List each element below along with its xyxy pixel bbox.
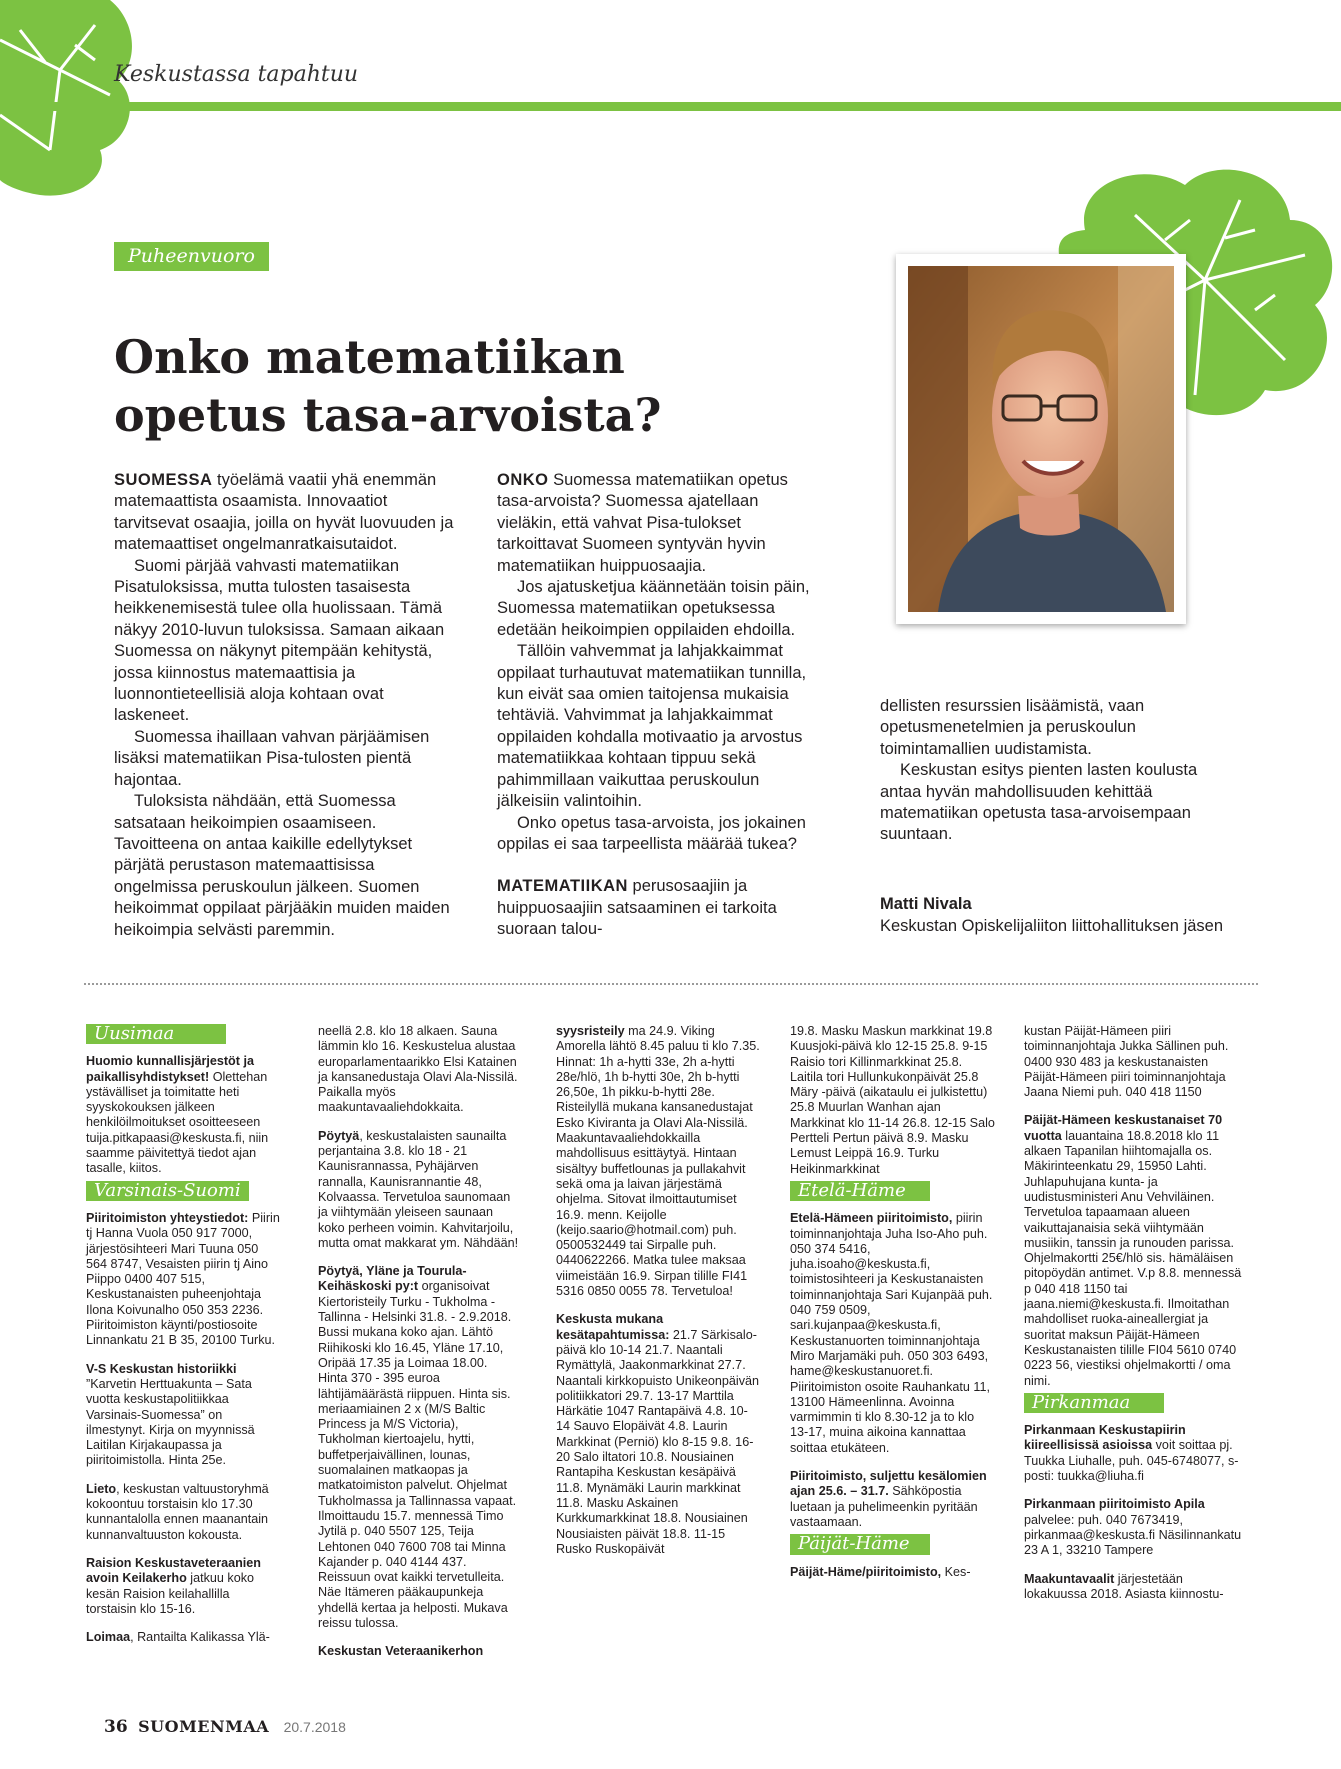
event-item bbox=[790, 1211, 995, 1456]
event-title: syysristeily bbox=[556, 1024, 625, 1038]
event-title: Keskustan Veteraanikerhon bbox=[318, 1644, 484, 1659]
event-title: Pöytyä bbox=[318, 1128, 360, 1143]
paragraph-text: Keskustan esitys pienten lasten koulusta antaa hyvän mahdollisuuden kehittää matematiikan opetusta tasa-arvoisempaan suuntaan. bbox=[880, 761, 1198, 844]
headline-line-1: Onko matematiikan bbox=[114, 330, 625, 384]
events-column-5 bbox=[1024, 1024, 1242, 1615]
paragraph-text: perusosaajiin ja huippuosaajiin satsaaminen ei tarkoita suoraan talou- bbox=[497, 877, 777, 939]
event-item bbox=[1024, 1423, 1242, 1484]
article-column-1 bbox=[114, 470, 454, 941]
event-title: Piiritoimiston yhteystiedot: bbox=[86, 1210, 249, 1225]
event-text: palvelee: puh. 040 7673419, pirkanmaa@keskusta.fi Näsilinnankatu 23 A 1, 33210 Tampere bbox=[1024, 1512, 1242, 1558]
issue-date: 20.7.2018 bbox=[283, 1719, 346, 1735]
paragraph-text: Tuloksista nähdään, että Suomessa satsataan heikoimpien osaamiseen. Tavoitteena on antaa kaikille edellytykset pärjätä perustason matemaattisissa ongelmissa peruskoulun jälkeen. Suomen heikoimmat oppilaat pärjääkin muiden maiden heikoimpia selvästi paremmin. bbox=[114, 792, 450, 939]
event-text: lauantaina 18.8.2018 klo 11 alkaen Tapanilan hiihtomajalla os. Mäkirinteenkatu 29, 15950 Lahti. Juhlapuhujana kunta- ja uudistusministeri Anu Vehviläinen. Tervetuloa tapaamaan alueen vaikuttajanaisia sekä viihtymään musiikin, tanssin ja runouden parissa. Ohjelmakortti 25€/hlö sis. hämäläisen pitopöydän antimet. V.p 8.8. mennessä p 040 418 1150 tai jaana.niemi@keskusta.fi. Ilmoitathan mahdolliset ruoka-aineallergiat ja suoritat maksun Päijät-Hämeen Keskustanaisten tilille FI04 5610 0740 0223 56, viestiksi ohjelmakortti / oma nimi. bbox=[1024, 1128, 1242, 1388]
event-title: Maakuntavaalit bbox=[1024, 1571, 1115, 1586]
article-paragraph bbox=[880, 760, 1208, 846]
event-item bbox=[790, 1024, 995, 1177]
event-item bbox=[86, 1630, 282, 1645]
event-item bbox=[318, 1264, 520, 1631]
region-heading: Varsinais-Suomi bbox=[86, 1181, 249, 1201]
event-text: , Rantailta Kalikassa Ylä- bbox=[130, 1630, 270, 1645]
article-paragraph bbox=[114, 470, 454, 556]
region-heading: Päijät-Häme bbox=[790, 1534, 930, 1554]
article-column-3 bbox=[880, 696, 1208, 846]
event-title: Etelä-Hämeen piiritoimisto, bbox=[790, 1211, 953, 1226]
article-paragraph bbox=[114, 727, 454, 791]
event-title: Piiritoimisto, suljettu kesälomien ajan 25.6. – 31.7. bbox=[790, 1469, 987, 1499]
event-item bbox=[1024, 1113, 1242, 1388]
event-title: Pirkanmaan piiritoimisto Apila bbox=[1024, 1497, 1205, 1512]
header-bar bbox=[0, 102, 1341, 111]
paragraph-text: Suomi pärjää vahvasti matematiikan Pisatuloksissa, mutta tulosten tasaisesta heikkenemisestä tulee olla huolissaan. Tämä näkyy 2010-luvun tuloksissa. Samaan aikaan Suomessa on näkynyt pitempään kehitystä, jossa kiinnostus matemaattisia ja luonnontieteellisiä aloja kohtaan ovat laskeneet. bbox=[114, 556, 445, 725]
event-text: organisoivat Kiertoristeily Turku - Tukholma - Tallinna - Helsinki 31.8. - 2.9.2018. Bussi mukana koko ajan. Lähtö Riihikoski klo 16.45, Yläne 17.10, Oripää 17.35 ja Loimaa 18.00. Hinta 370 - 395 euroa lähtijämäärästä riippuen. Hinta sis. meriaamiainen 2 x (M/S Baltic Princess ja M/S Victoria), Tukholman kiertoajelu, hytti, buffetperjaivällinen, lounas, suomalainen matkaopas ja matkatoimiston palvelut. Ohjelmat Tukholmassa ja Tallinnassa vapaat. Ilmoittaudu 15.7. mennessä Timo Jytilä p. 040 5507 125, Teija Lehtonen 040 7600 708 tai Minna Kajander p. 040 4144 437. Reissuun ovat kaikki tervetulleita. Näe Itämeren pääkaupunkeja yhdellä kertaa ja helposti. Mukava reissu tulossa. bbox=[318, 1279, 517, 1630]
article-paragraph bbox=[497, 577, 819, 641]
article-column-2 bbox=[497, 470, 819, 941]
paragraph-text: Jos ajatusketjua käännetään toisin päin, Suomessa matematiikan opetuksessa edetään heikoimpien oppilaiden ehdoilla. bbox=[497, 578, 810, 639]
headline-line-2: opetus tasa-arvoista? bbox=[114, 388, 662, 442]
page-footer bbox=[104, 1717, 346, 1737]
article-headline bbox=[114, 328, 661, 444]
event-item bbox=[86, 1556, 282, 1617]
article-paragraph bbox=[880, 696, 1208, 760]
author-name: Matti Nivala bbox=[880, 895, 972, 913]
region-heading: Etelä-Häme bbox=[790, 1181, 930, 1201]
section-label: Keskustassa tapahtuu bbox=[114, 62, 359, 87]
event-title: Pöytyä, Yläne ja Tourula-Keihäskoski py:t bbox=[318, 1264, 467, 1294]
event-title: Päijät-Häme/piiritoimisto, bbox=[790, 1564, 942, 1579]
event-text: Olettehan ystävälliset ja toimitatte heti syyskokouksen jälkeen henkilöilmoitukset osoitteeseen tuija.pitkapaasi@keskusta.fi, niin saamme päivitettyä tiedot ajan tasalle, kiitos. bbox=[86, 1069, 269, 1176]
event-item bbox=[790, 1565, 995, 1580]
event-item bbox=[318, 1644, 520, 1659]
author-photo bbox=[908, 266, 1174, 612]
article-paragraph bbox=[497, 813, 819, 856]
events-column-4 bbox=[790, 1024, 995, 1593]
event-title: Päijät-Hämeen keskustanaiset 70 vuotta bbox=[1024, 1113, 1223, 1143]
event-item bbox=[86, 1054, 282, 1176]
paragraph-lead: SUOMESSA bbox=[114, 471, 213, 489]
paragraph-text: Suomessa matematiikan opetus tasa-arvoista? Suomessa ajatellaan vieläkin, että vahvat Pisa-tulokset tarkoittavat Suomeen syntyvän hyvin matematiikan huippuosaajia. bbox=[497, 471, 788, 575]
page-number: 36 bbox=[104, 1717, 128, 1737]
event-text: neellä 2.8. klo 18 alkaen. Sauna lämmin klo 16. Keskustelua alustaa europarlamentaarikko Elsi Katainen ja kansanedustaja Olavi Ala-Nissilä. Paikalla myös maakuntavaaliehdokkaita. bbox=[318, 1024, 518, 1115]
paragraph-text: Onko opetus tasa-arvoista, jos jokainen oppilas ei saa tarpeellista määrää tukea? bbox=[497, 813, 806, 853]
paragraph-lead: ONKO bbox=[497, 471, 549, 489]
paragraph-lead: MATEMATIIKAN bbox=[497, 877, 628, 896]
event-item bbox=[1024, 1572, 1242, 1603]
event-item bbox=[556, 1312, 760, 1557]
paragraph-text: Tällöin vahvemmat ja lahjakkaimmat oppilaat turhautuvat matematiikan tunnilla, kun eivät saa omien taitojensa mukaisia tehtäviä. Vahvimmat ja lahjakkaimmat oppilaiden kohdalla motivaatio ja arvostus matematiikkaa kohtaan tippuu sekä pahimmillaan vaikuttaa peruskoulun jälkeisiin valintoihin. bbox=[497, 642, 807, 811]
event-text: 21.7 Särkisalo-päivä klo 10-14 21.7. Naantali Rymättylä, Jaakonmarkkinat 27.7. Naantali kirkkopuisto Unikeonpäivän politiikkatori 29.7. 13-17 Marttila Härkätie 1047 Rantapäivä 4.8. 10-14 Sauvo Elopäivät 4.8. Laurin Markkinat (Perniö) klo 8-15 9.8. 16-20 Salo iltatori 10.8. Nousiainen Rantapiha Keskustan kesäpäivä 11.8. Mynämäki Laurin markkinat 11.8. Masku Askainen Kurkkumarkkinat 18.8. Nousiainen Nousiaisten päivät 18.8. 11-15 Rusko Ruskopäivät bbox=[556, 1327, 760, 1556]
paragraph-text: työelämä vaatii yhä enemmän matemaattista osaamista. Innovaatiot tarvitsevat osaajia, joilla on hyvät luovuuden ja matemaattiset ongelmanratkaisutaidot. bbox=[114, 471, 454, 554]
author-signature bbox=[880, 893, 1223, 937]
leaf-decoration-top-left bbox=[0, 0, 140, 200]
event-text: 19.8. Masku Maskun markkinat 19.8 Kuusjoki-päivä klo 12-15 25.8. 9-15 Raisio tori Killinmarkkinat 25.8. Laitila tori Hullunkukonpäivät 25.8 Märy -päivä (aikataulu ei julkistettu) 25.8 Muurlan Wanhan ajan Markkinat klo 11-14 26.8. 12-15 Salo Pertteli Pertun päivä 8.9. Masku Lemust Leippä 16.9. Turku Heikinmarkkinat bbox=[790, 1024, 995, 1176]
region-heading: Pirkanmaa bbox=[1024, 1393, 1164, 1413]
event-title: Keskusta mukana kesätapahtumissa: bbox=[556, 1312, 670, 1342]
event-text: ”Karvetin Herttuakunta – Sata vuotta keskustapolitiikkaa Varsinais-Suomessa” on ilmestynyt. Kirja on myynnissä Laitilan Kirjakaupassa ja piiritoimistolla. Hinta 25e. bbox=[86, 1376, 255, 1468]
event-text: Sähköpostia luetaan ja puhelimeenkin pyritään vastaamaan. bbox=[790, 1484, 978, 1529]
author-photo-frame bbox=[896, 254, 1186, 624]
event-text: voit soittaa pj. Tuukka Liuhalle, puh. 045-6748077, s-posti: tuukka@liuha.fi bbox=[1024, 1438, 1239, 1484]
event-text: piirin toiminnanjohtaja Juha Iso-Aho puh. 050 374 5416, juha.isoaho@keskusta.fi, toimistosihteeri ja Keskustanaisten toiminnanjohtaja Sari Kujanpää puh. 040 759 0509, sari.kujanpaa@keskusta.fi, Keskustanuorten toiminnanjohtaja Miro Marjamäki puh. 050 303 6493, hame@keskustanuoret.fi. Piiritoimiston osoite Rauhankatu 11, 13100 Hämeenlinna. Avoinna varmimmin ti klo 8.30-12 ja to klo 13-17, muina aikoina kannattaa soittaa etukäteen. bbox=[790, 1211, 993, 1455]
article-tag: Puheenvuoro bbox=[114, 242, 269, 271]
event-text: , keskustan valtuustoryhmä kokoontuu torstaisin klo 17.30 kunnantalolla ennen maanantain kunnanvaltuuston kokousta. bbox=[86, 1481, 269, 1542]
event-title: V-S Keskustan historiikki bbox=[86, 1361, 237, 1376]
event-text: jatkuu koko kesän Raision keilahallilla torstaisin klo 15-16. bbox=[86, 1571, 255, 1616]
magazine-name: SUOMENMAA bbox=[138, 1717, 270, 1736]
event-item bbox=[86, 1362, 282, 1469]
article-paragraph bbox=[114, 791, 454, 941]
events-column-3 bbox=[556, 1024, 760, 1570]
event-title: Raision Keskustaveteraanien avoin Keilakerho bbox=[86, 1555, 261, 1586]
paragraph-text: dellisten resurssien lisäämistä, vaan opetusmenetelmien ja peruskoulun toimintamallien uudistamista. bbox=[880, 697, 1145, 758]
events-column-1 bbox=[86, 1020, 282, 1658]
events-column-2 bbox=[318, 1024, 520, 1673]
event-item bbox=[318, 1024, 520, 1116]
event-title: Huomio kunnallisjärjestöt ja paikallisyhdistykset! bbox=[86, 1054, 254, 1084]
article-paragraph bbox=[497, 470, 819, 577]
event-item bbox=[86, 1211, 282, 1349]
event-text: Kes- bbox=[941, 1564, 971, 1579]
event-title: Loimaa bbox=[86, 1630, 131, 1645]
event-text: kustan Päijät-Hämeen piiri toiminnanjohtaja Jukka Sällinen puh. 0400 930 483 ja keskustanaisten Päijät-Hämeen piiri toiminnanjohtaja Jaana Niemi puh. 040 418 1150 bbox=[1024, 1024, 1229, 1100]
event-item bbox=[1024, 1497, 1242, 1558]
event-text: ma 24.9. Viking Amorella lähtö 8.45 paluu ti klo 7.35. Hinnat: 1h a-hytti 33e, 2h a-hytti 28e/hlö, 1h b-hytti 30e, 2h b-hytti 26,50e, 1h pikku-b-hytti 28e. Risteilyllä mukana kansanedustajat Esko Kiviranta ja Olavi Ala-Nissilä. Maakuntavaaliehdokkailla mahdollisuus esittäytyä. Hintaan sisältyy buffetlounas ja pullakahvit sekä oma ja laivan järjestämä ohjelma. Sitovat ilmoittautumiset 16.9. menn. Keijolle (keijo.saario@hotmail.com) puh. 0500532449 tai Sirpalle puh. 0440622266. Matka tulee maksaa viimeistään 16.9. Sirpan tilille FI41 5316 0850 0055 78. Tervetuloa! bbox=[556, 1024, 760, 1299]
event-text: Piirin tj Hanna Vuola 050 917 7000, järjestösihteeri Mari Tuuna 050 564 8747, Vesaisten piirin tj Aino Piippo 0400 407 515, Keskustanaisten puheenjohtaja Ilona Koivunalho 050 353 2236. Piiritoimiston käynti/postiosoite Linnankatu 21 B 35, 20100 Turku. bbox=[86, 1210, 280, 1348]
event-text: , keskustalaisten saunailta perjantaina 3.8. klo 18 - 21 Kaunisrannassa, Pyhäjärven rannalla, Kaunisrannantie 48, Kolvaassa. Tervetuloa saunomaan ja viihtymään yleiseen saunaan koko perheen voimin. Kahvitarjoilu, mutta omat makkarat ym. Nähdään! bbox=[318, 1128, 519, 1250]
region-heading: Uusimaa bbox=[86, 1024, 226, 1044]
event-item bbox=[790, 1469, 995, 1530]
section-divider bbox=[84, 983, 1258, 985]
event-item bbox=[556, 1024, 760, 1299]
event-item bbox=[1024, 1024, 1242, 1100]
event-title: Pirkanmaan Keskustapiirin kiireellisissä asioissa bbox=[1024, 1423, 1186, 1453]
author-title: Keskustan Opiskelijaliiton liittohallituksen jäsen bbox=[880, 917, 1224, 935]
event-text: järjestetään lokakuussa 2018. Asiasta kiinnostu- bbox=[1024, 1571, 1224, 1601]
article-paragraph bbox=[497, 641, 819, 812]
event-item bbox=[318, 1129, 520, 1251]
article-paragraph bbox=[114, 556, 454, 727]
article-paragraph bbox=[497, 876, 819, 940]
paragraph-text: Suomessa ihaillaan vahvan pärjäämisen lisäksi matematiikan Pisa-tulosten pientä hajontaa. bbox=[114, 727, 430, 789]
event-item bbox=[86, 1482, 282, 1543]
event-title: Lieto bbox=[86, 1481, 117, 1496]
